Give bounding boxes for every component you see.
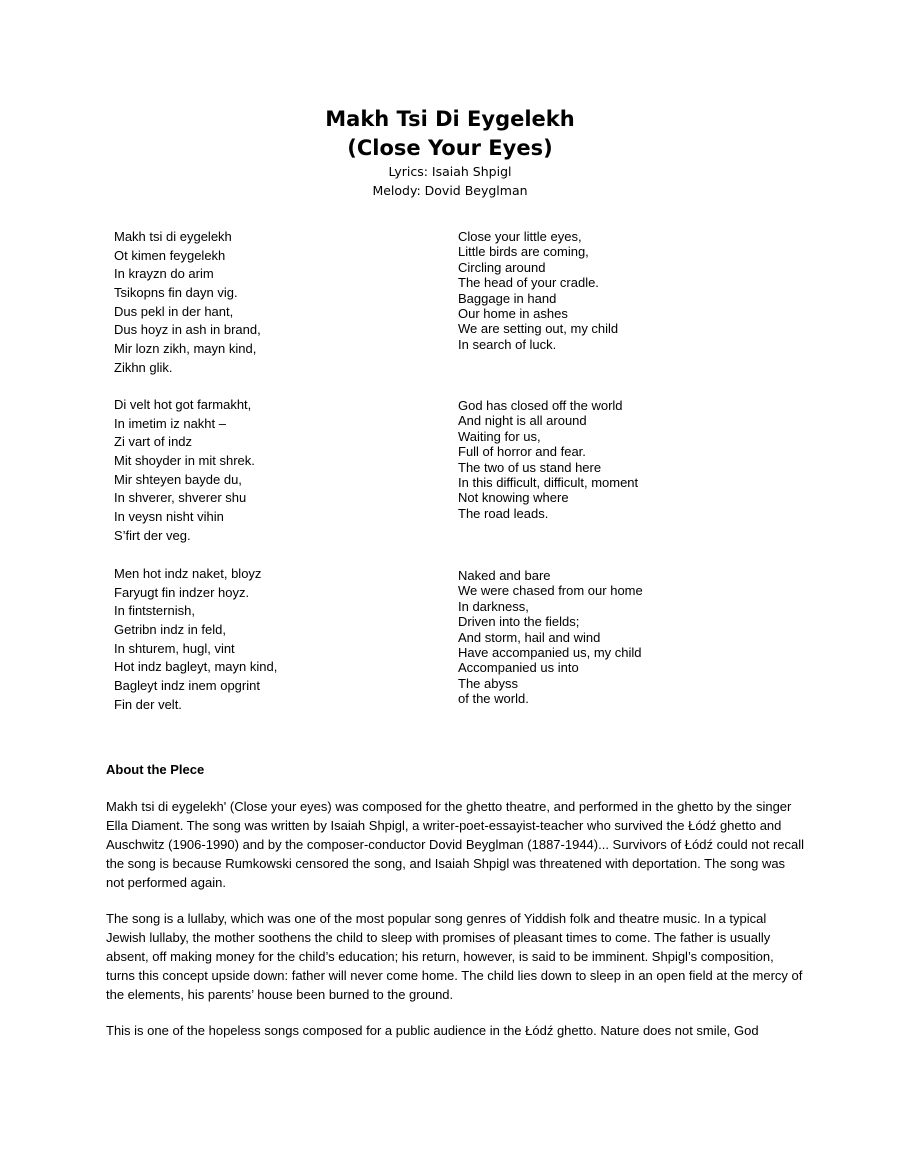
yiddish-stanza-1 xyxy=(114,228,261,378)
about-paragraph-2: The song is a lullaby, which was one of the most popular song genres of Yiddish folk and theatre music. In a typical Jewish lullaby, the mother soothens the child to sleep with promises of pleasant times to come. The father is usually absent, off making money for the child’s education; his return, however, is said to be imminent. Shpigl’s composition, turns this concept upside down: father will never come home. The child lies down to sleep in an open field at the mercy of the elements, his parents’ house been burned to the ground. xyxy=(106,911,803,1002)
about-paragraph-3: This is one of the hopeless songs composed for a public audience in the Łódź ghetto. Nature does not smile, God xyxy=(106,1023,759,1038)
lyric-line: Mir shteyen bayde du, xyxy=(114,471,242,487)
lyric-line: Zi vart of indz xyxy=(114,434,193,450)
translation-line: And storm, hail and wind xyxy=(458,629,601,645)
lyric-line: Dus hoyz in ash in brand, xyxy=(114,322,261,338)
lyric-line: Tsikopns fin dayn vig. xyxy=(114,285,238,301)
lyric-line: In krayzn do arim xyxy=(114,266,214,282)
translation-line: In this difficult, difficult, moment xyxy=(458,474,639,490)
translation-line: Full of horror and fear. xyxy=(458,444,586,460)
english-stanza-2 xyxy=(458,398,638,521)
lyrics-credit: Lyrics: Isaiah Shpigl xyxy=(388,164,512,179)
lyric-line: Mit shoyder in mit shrek. xyxy=(114,453,255,469)
lyric-line: Mir lozn zikh, mayn kind, xyxy=(114,341,257,357)
translation-line: Our home in ashes xyxy=(458,305,568,321)
translation-line: Not knowing where xyxy=(458,490,569,506)
yiddish-stanza-2 xyxy=(114,396,255,546)
translation-line: of the world. xyxy=(458,691,529,707)
lyric-line: Getribn indz in feld, xyxy=(114,622,227,638)
lyric-line: Hot indz bagleyt, mayn kind, xyxy=(114,659,278,675)
translation-line: Naked and bare xyxy=(458,568,551,583)
song-subtitle: (Close Your Eyes) xyxy=(347,136,553,160)
translation-line: God has closed off the world xyxy=(458,398,623,413)
lyric-line: Dus pekl in der hant, xyxy=(114,303,234,319)
translation-line: We were chased from our home xyxy=(458,583,643,599)
lyric-line: In shverer, shverer shu xyxy=(114,490,247,506)
lyric-line: In imetim iz nakht – xyxy=(114,415,226,431)
translation-line: Baggage in hand xyxy=(458,290,557,306)
lyric-line: Men hot indz naket, bloyz xyxy=(114,566,262,581)
melody-credit: Melody: Dovid Beyglman xyxy=(372,183,528,198)
translation-line: Little birds are coming, xyxy=(458,244,589,260)
lyric-line: Di velt hot got farmakht, xyxy=(114,397,252,412)
lyric-line: Zikhn glik. xyxy=(114,359,173,375)
translation-line: Circling around xyxy=(458,259,546,275)
translation-line: Accompanied us into xyxy=(458,660,579,676)
english-stanza-3 xyxy=(458,568,643,707)
lyric-line: Fin der velt. xyxy=(114,696,182,712)
translation-line: In darkness, xyxy=(458,598,529,614)
translation-line: Have accompanied us, my child xyxy=(458,644,642,660)
translation-line: We are setting out, my child xyxy=(458,321,619,337)
translation-line: The abyss xyxy=(458,675,518,691)
translation-line: The two of us stand here xyxy=(458,459,602,475)
translation-line: In search of luck. xyxy=(458,336,557,352)
lyric-line: In shturem, hugl, vint xyxy=(114,640,235,656)
translation-line: The head of your cradle. xyxy=(458,275,599,291)
translation-line: Driven into the fields; xyxy=(458,614,580,630)
lyric-line: Faryugt fin indzer hoyz. xyxy=(114,584,250,600)
lyric-line: Makh tsi di eygelekh xyxy=(114,229,232,244)
about-paragraph-1: Makh tsi di eygelekh' (Close your eyes) was composed for the ghetto theatre, and performed in the ghetto by the singer Ella Diament. The song was written by Isaiah Shpigl, a writer-poet-essayist-teacher who survived the Łódź ghetto and Auschwitz (1906-1990) and by the composer-conductor Dovid Beyglman (1887-1944)... Survivors of Łódź could not recall the song is because Rumkowski censored the song, and Isaiah Shpigl was threatened with deportation. The song was not performed again. xyxy=(106,799,805,890)
english-stanza-1 xyxy=(458,229,618,352)
song-title: Makh Tsi Di Eygelekh xyxy=(325,107,575,131)
yiddish-stanza-3 xyxy=(114,565,277,715)
translation-line: Close your little eyes, xyxy=(458,229,582,244)
lyric-line: In veysn nisht vihin xyxy=(114,509,224,525)
lyric-line: Ot kimen feygelekh xyxy=(114,247,226,263)
lyric-line: S’firt der veg. xyxy=(114,527,191,543)
lyric-line: In fintsternish, xyxy=(114,603,195,619)
translation-line: The road leads. xyxy=(458,505,549,521)
about-heading: About the Plece xyxy=(106,762,205,777)
translation-line: And night is all around xyxy=(458,413,587,429)
lyric-line: Bagleyt indz inem opgrint xyxy=(114,678,260,694)
translation-line: Waiting for us, xyxy=(458,428,541,444)
